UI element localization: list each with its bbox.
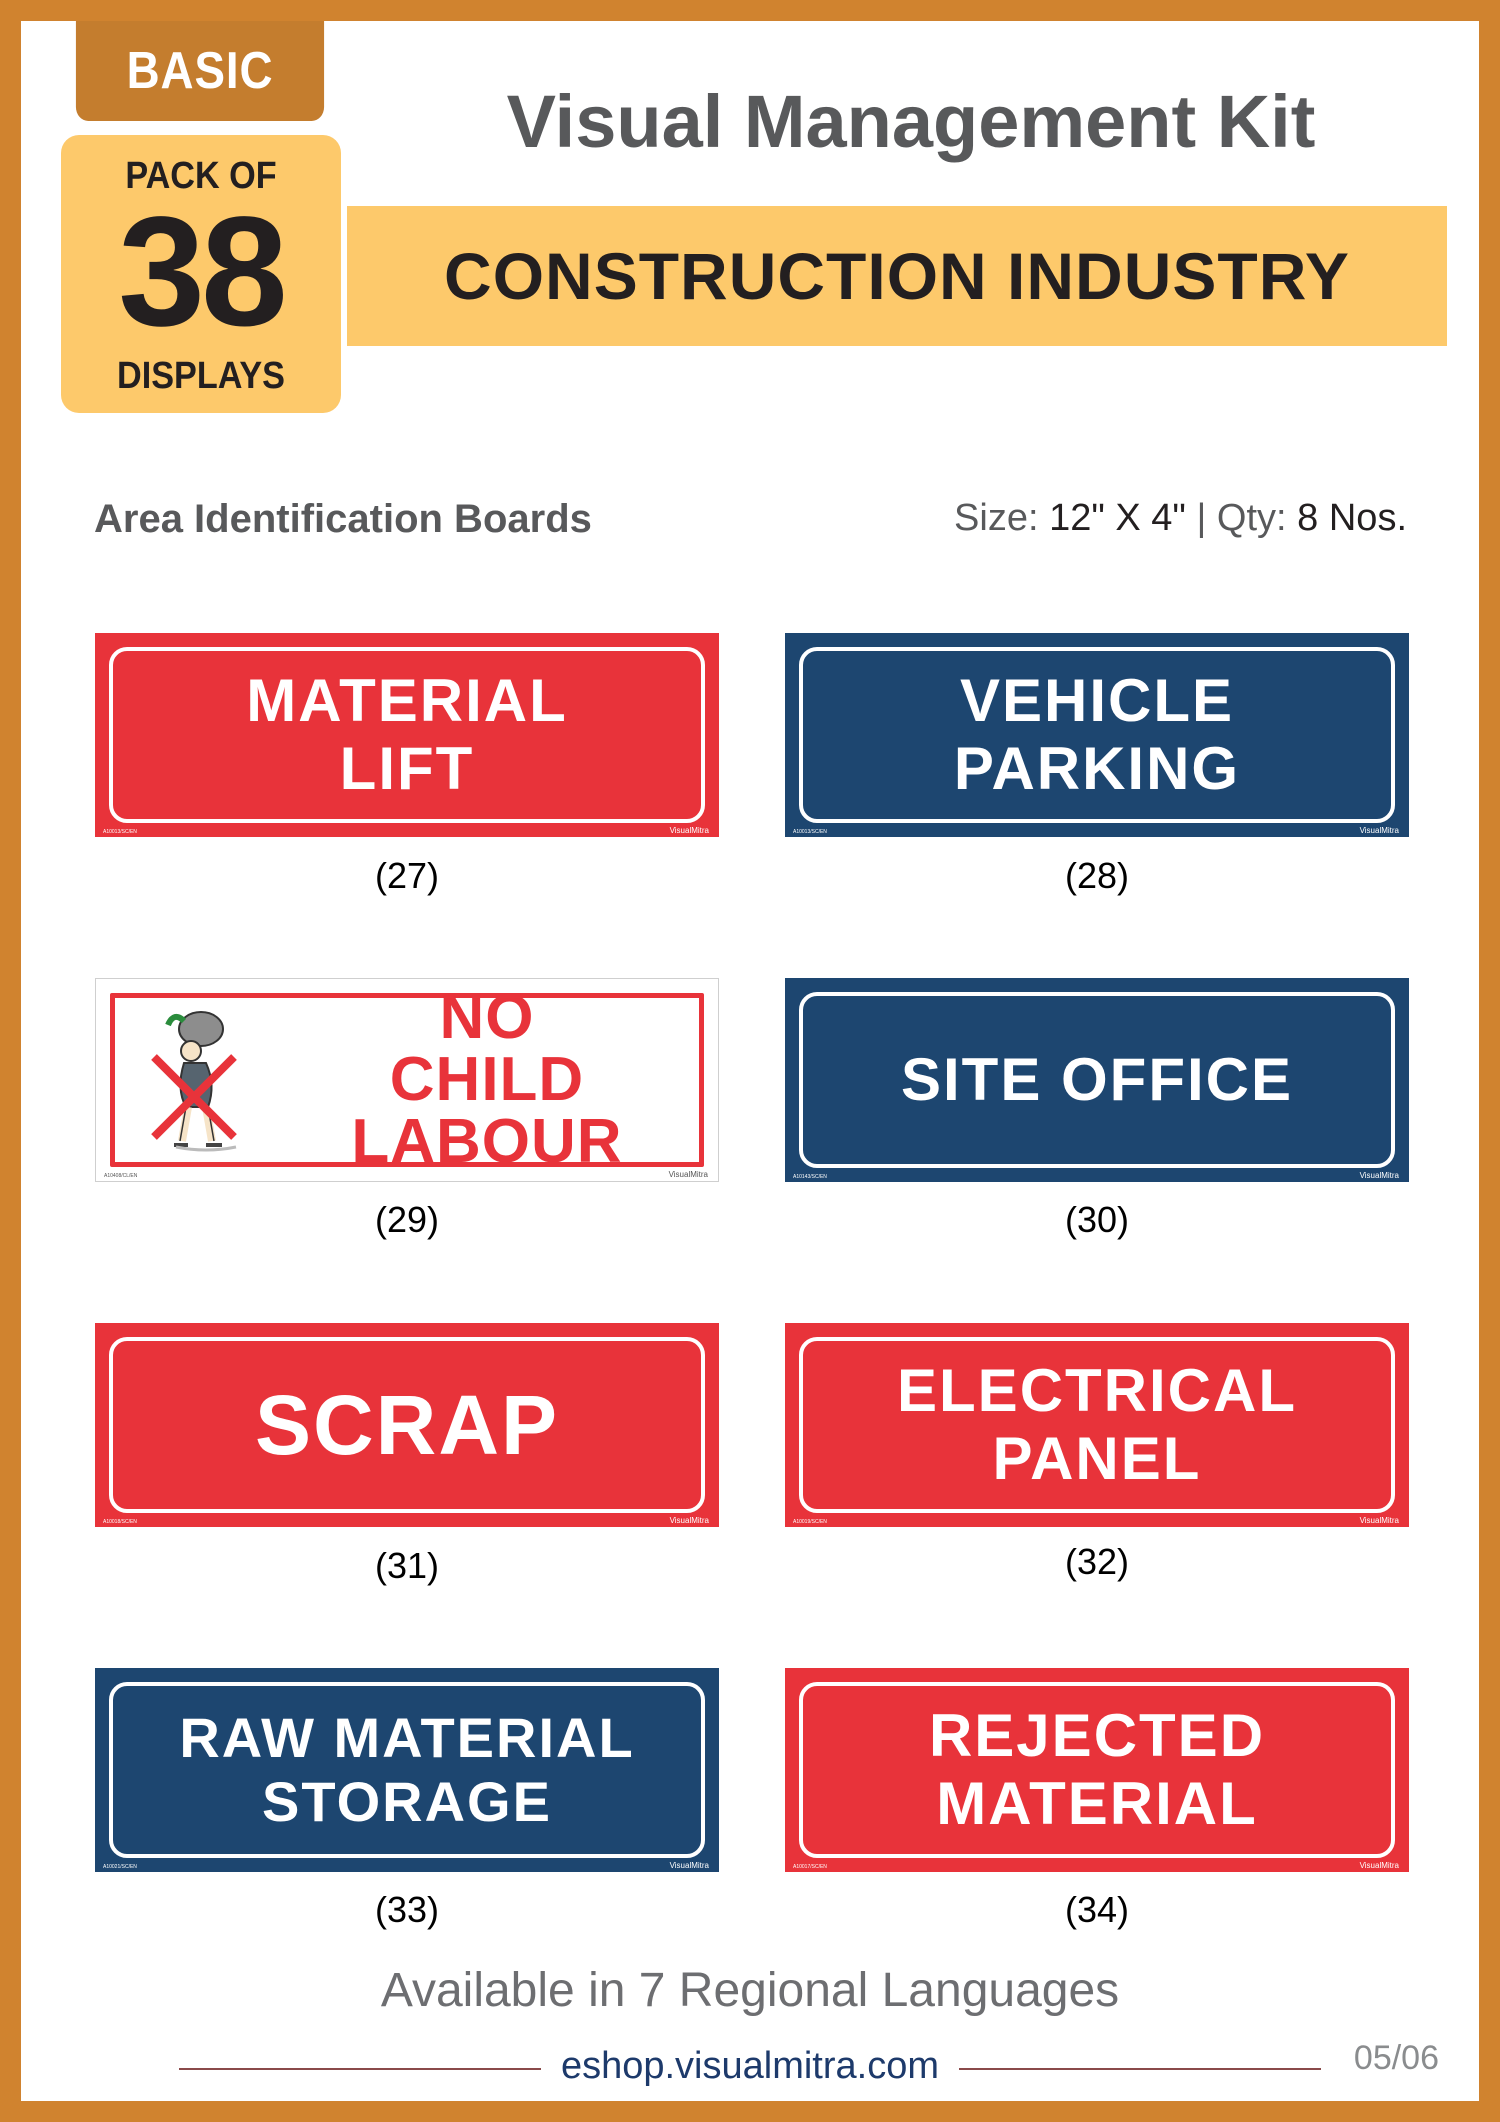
sign-caption: (30): [1064, 1199, 1130, 1240]
size-value: 12" X 4": [1049, 497, 1186, 539]
sign-raw-material-storage: [95, 1668, 719, 1872]
sign-caption: (28): [1064, 855, 1130, 896]
tier-badge: BASIC: [76, 21, 324, 121]
sign-code: A10021/SC/EN: [103, 1864, 137, 1870]
size-qty-info: [954, 497, 1407, 540]
sign-brand: VisualMitra: [669, 826, 709, 835]
no-child-labour-icon: [146, 1007, 256, 1157]
qty-label: Qty:: [1216, 497, 1287, 539]
separator: |: [1196, 497, 1207, 539]
sign-code: A10013/SC/EN: [103, 829, 137, 835]
sign-caption: (32): [1064, 1541, 1130, 1582]
pack-of-label: PACK OF: [125, 155, 277, 197]
size-label: Size:: [954, 497, 1039, 539]
sign-text: SCRAP: [254, 1378, 560, 1472]
sign-text: REJECTED MATERIAL: [928, 1702, 1266, 1837]
sign-brand: VisualMitra: [669, 1516, 709, 1525]
sign-brand: VisualMitra: [669, 1861, 709, 1870]
catalog-page: [21, 21, 1479, 2101]
sign-electrical-panel: [785, 1323, 1409, 1527]
pack-count: 38: [118, 185, 284, 359]
sign-brand: VisualMitra: [1359, 1516, 1399, 1525]
sign-caption: (27): [374, 855, 440, 896]
sign-code: A10018/SC/EN: [103, 1519, 137, 1525]
sign-brand: VisualMitra: [1359, 826, 1399, 835]
shop-link[interactable]: eshop.visualmitra.com: [560, 2045, 940, 2087]
sign-text: NO CHILD LABOUR: [351, 983, 623, 1176]
sign-text: ELECTRICAL PANEL: [897, 1357, 1297, 1492]
page-title: Visual Management Kit: [506, 80, 1316, 163]
sign-text: VEHICLE PARKING: [953, 667, 1241, 802]
sign-brand: VisualMitra: [1359, 1171, 1399, 1180]
footer-rule-right: [959, 2068, 1321, 2070]
page-number: 05/06: [1353, 2039, 1439, 2077]
sign-material-lift: [95, 633, 719, 837]
sign-caption: (34): [1064, 1889, 1130, 1930]
sign-code: A10408/CL/EN: [104, 1173, 138, 1179]
sign-scrap: [95, 1323, 719, 1527]
sign-caption: (33): [374, 1889, 440, 1930]
section-title: Area Identification Boards: [94, 497, 592, 541]
sign-brand: VisualMitra: [1359, 1861, 1399, 1870]
sign-text: MATERIAL LIFT: [246, 667, 568, 802]
languages-note: Available in 7 Regional Languages: [380, 1964, 1120, 2017]
sign-caption: (31): [374, 1545, 440, 1586]
displays-label: DISPLAYS: [117, 355, 285, 397]
sign-code: A10019/SC/EN: [793, 1519, 827, 1525]
sign-text: RAW MATERIAL STORAGE: [179, 1706, 635, 1833]
sign-vehicle-parking: [785, 633, 1409, 837]
pack-count-badge: [61, 135, 341, 413]
sign-rejected-material: [785, 1668, 1409, 1872]
qty-value: 8 Nos.: [1297, 497, 1407, 539]
sign-site-office: [785, 978, 1409, 1182]
sign-code: A10017/SC/EN: [793, 1864, 827, 1870]
industry-banner: CONSTRUCTION INDUSTRY: [347, 206, 1447, 346]
sign-code: A10143/SC/EN: [793, 1174, 827, 1180]
sign-code: A10013/SC/EN: [793, 829, 827, 835]
sign-text: SITE OFFICE: [900, 1046, 1294, 1113]
sign-no-child-labour: [95, 978, 719, 1182]
sign-brand: VisualMitra: [668, 1170, 708, 1179]
sign-caption: (29): [374, 1199, 440, 1240]
